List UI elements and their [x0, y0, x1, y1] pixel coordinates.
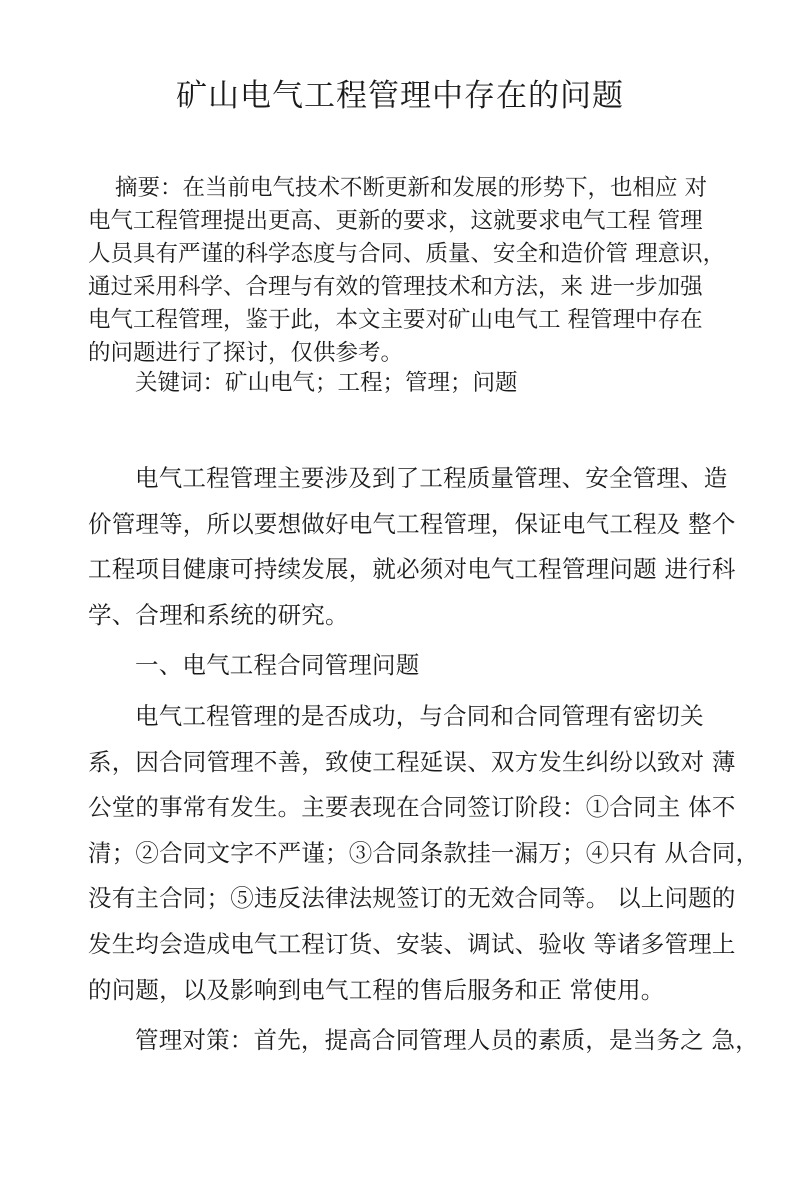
abstract-line: 电气工程管理，鉴于此，本文主要对矿山电气工 程管理中存在: [88, 307, 703, 333]
abstract-line: 通过采用科学、合理与有效的管理技术和方法，来 进一步加强: [88, 274, 703, 300]
abstract-line: 电气工程管理提出更高、更新的要求，这就要求电气工程 管理: [88, 208, 703, 234]
paragraph-line: 价管理等，所以要想做好电气工程管理，保证电气工程及 整个: [88, 509, 736, 538]
paragraph-line: 清；②合同文字不严谨；③合同条款挂一漏万；④只有 从合同，: [88, 838, 760, 867]
paragraph-line: 公堂的事常有发生。主要表现在合同签订阶段：①合同主 体不: [88, 793, 736, 822]
document-title: 矿山电气工程管理中存在的问题: [176, 78, 624, 114]
keywords: 关键词：矿山电气；工程；管理；问题: [135, 370, 518, 396]
paragraph-line: 电气工程管理主要涉及到了工程质量管理、安全管理、造: [135, 464, 728, 492]
abstract-line: 的问题进行了探讨，仅供参考。: [88, 340, 404, 366]
section-heading: 一、电气工程合同管理问题: [135, 651, 420, 680]
abstract: [88, 172, 726, 370]
abstract-line: 摘要：在当前电气技术不断更新和发展的形势下，也相应 对: [115, 175, 708, 201]
paragraph-line: 电气工程管理的是否成功，与合同和合同管理有密切关: [135, 701, 704, 730]
paragraph-line: 工程项目健康可持续发展，就必须对电气工程管理问题 进行科: [88, 555, 736, 584]
paragraph-line: 管理对策：首先，提高合同管理人员的素质，是当务之 急，: [135, 1026, 759, 1055]
body-text: [88, 456, 760, 1064]
paragraph-line: 系，因合同管理不善，致使工程延误、双方发生纠纷以致对 薄: [88, 747, 736, 776]
paragraph-line: 发生均会造成电气工程订货、安装、调试、验收 等诸多管理上: [88, 929, 736, 958]
abstract-line: 人员具有严谨的科学态度与合同、质量、安全和造价管 理意识，: [88, 241, 726, 267]
paragraph-line: 的问题，以及影响到电气工程的售后服务和正 常使用。: [88, 975, 665, 1004]
paragraph-line: 学、合理和系统的研究。: [88, 600, 349, 629]
paragraph-line: 没有主合同；⑤违反法律法规签订的无效合同等。 以上问题的: [88, 884, 736, 913]
